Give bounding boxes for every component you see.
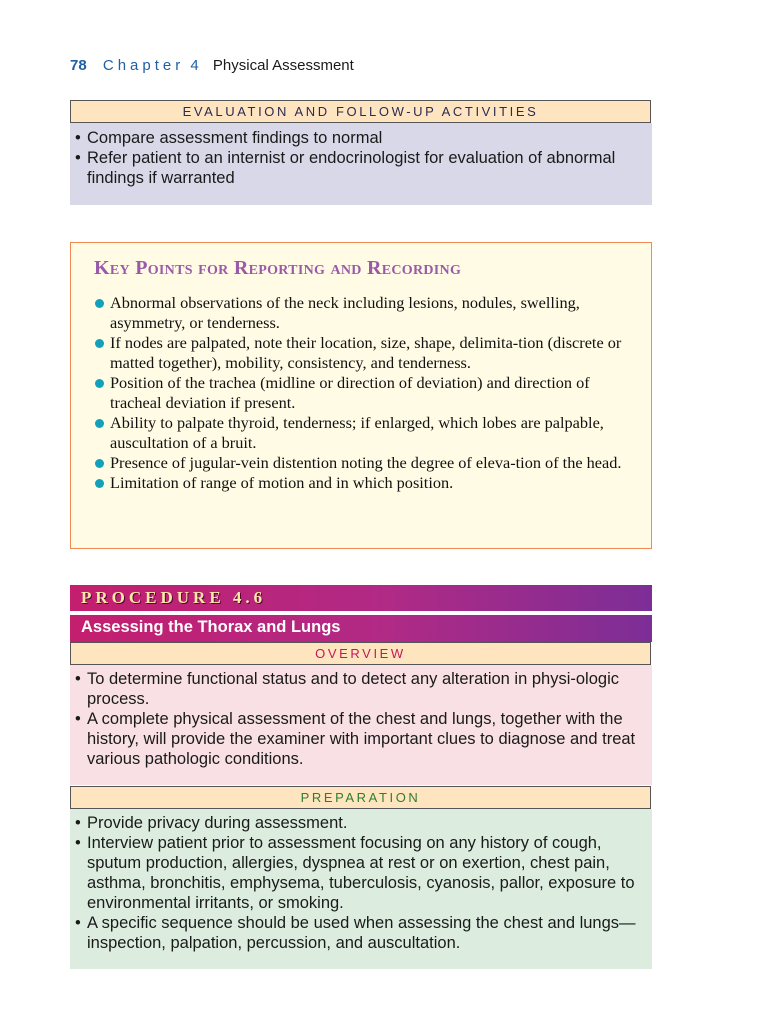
preparation-list xyxy=(70,813,652,953)
bullet-icon xyxy=(95,299,104,308)
page-number: 78 xyxy=(70,57,87,74)
page-header xyxy=(70,57,354,74)
procedure-title-bar xyxy=(70,615,652,642)
list-item-text: Abnormal observations of the neck including lesions, nodules, swelling, asymmetry, or tenderness. xyxy=(110,293,580,332)
procedure-title: Assessing the Thorax and Lungs xyxy=(81,618,341,636)
chapter-number: 4 xyxy=(190,57,199,74)
list-item-text: A complete physical assessment of the chest and lungs, together with the history, will provide the examiner with important clues to diagnose and treat various pathologic conditions. xyxy=(87,710,636,768)
list-item xyxy=(75,833,644,913)
list-item xyxy=(75,813,644,833)
bullet-icon: • xyxy=(75,149,81,167)
evaluation-heading: EVALUATION AND FOLLOW-UP ACTIVITIES xyxy=(70,100,651,123)
overview-heading: OVERVIEW xyxy=(70,642,651,665)
list-item xyxy=(94,293,629,333)
key-points-box xyxy=(70,242,652,549)
list-item-text: Provide privacy during assessment. xyxy=(87,814,348,832)
bullet-icon: • xyxy=(75,914,81,932)
chapter-label: Chapter xyxy=(102,57,185,74)
list-item xyxy=(94,453,629,473)
list-item-text: Position of the trachea (midline or direction of deviation) and direction of tracheal deviation if present. xyxy=(110,373,590,412)
list-item-text: If nodes are palpated, note their location, size, shape, delimita-tion (discrete or matted together), mobility, consistency, and tenderness. xyxy=(110,333,622,372)
list-item xyxy=(94,473,629,493)
bullet-icon xyxy=(95,459,104,468)
list-item xyxy=(94,413,629,453)
procedure-label: PROCEDURE 4.6 xyxy=(81,588,267,607)
bullet-icon: • xyxy=(75,834,81,852)
list-item xyxy=(75,709,644,769)
key-points-title: Key Points for Reporting and Recording xyxy=(94,257,462,279)
overview-list xyxy=(70,669,652,769)
list-item xyxy=(94,333,629,373)
bullet-icon xyxy=(95,339,104,348)
key-points-list xyxy=(94,293,629,493)
overview-section xyxy=(70,665,652,785)
bullet-icon xyxy=(95,379,104,388)
list-item-text: To determine functional status and to detect any alteration in physi-ologic process. xyxy=(87,670,619,708)
list-item xyxy=(75,913,644,953)
bullet-icon: • xyxy=(75,129,81,147)
list-item-text: Limitation of range of motion and in which position. xyxy=(110,473,454,492)
list-item-text: Presence of jugular-vein distention noting the degree of eleva-tion of the head. xyxy=(110,453,622,472)
bullet-icon: • xyxy=(75,710,81,728)
list-item xyxy=(75,128,644,148)
bullet-icon xyxy=(95,419,104,428)
bullet-icon xyxy=(95,479,104,488)
list-item-text: A specific sequence should be used when assessing the chest and lungs—inspection, palpation, percussion, and auscultation. xyxy=(87,914,636,952)
list-item-text: Refer patient to an internist or endocrinologist for evaluation of abnormal findings if warranted xyxy=(87,149,616,187)
list-item-text: Compare assessment findings to normal xyxy=(87,129,383,147)
list-item-text: Interview patient prior to assessment focusing on any history of cough, sputum production, allergies, dyspnea at rest or on exertion, chest pain, asthma, bronchitis, emphysema, tuberculosis, cyanosis, pallor, exposure to environmental irritants, or smoking. xyxy=(87,834,635,912)
bullet-icon: • xyxy=(75,670,81,688)
bullet-icon: • xyxy=(75,814,81,832)
list-item xyxy=(75,669,644,709)
list-item-text: Ability to palpate thyroid, tenderness; if enlarged, which lobes are palpable, auscultation of a bruit. xyxy=(110,413,604,452)
list-item xyxy=(94,373,629,413)
evaluation-list xyxy=(70,128,652,188)
procedure-banner xyxy=(70,585,652,611)
chapter-title: Physical Assessment xyxy=(212,57,354,74)
preparation-heading: PREPARATION xyxy=(70,786,651,809)
list-item xyxy=(75,148,644,188)
evaluation-section xyxy=(70,123,652,205)
preparation-section xyxy=(70,809,652,969)
